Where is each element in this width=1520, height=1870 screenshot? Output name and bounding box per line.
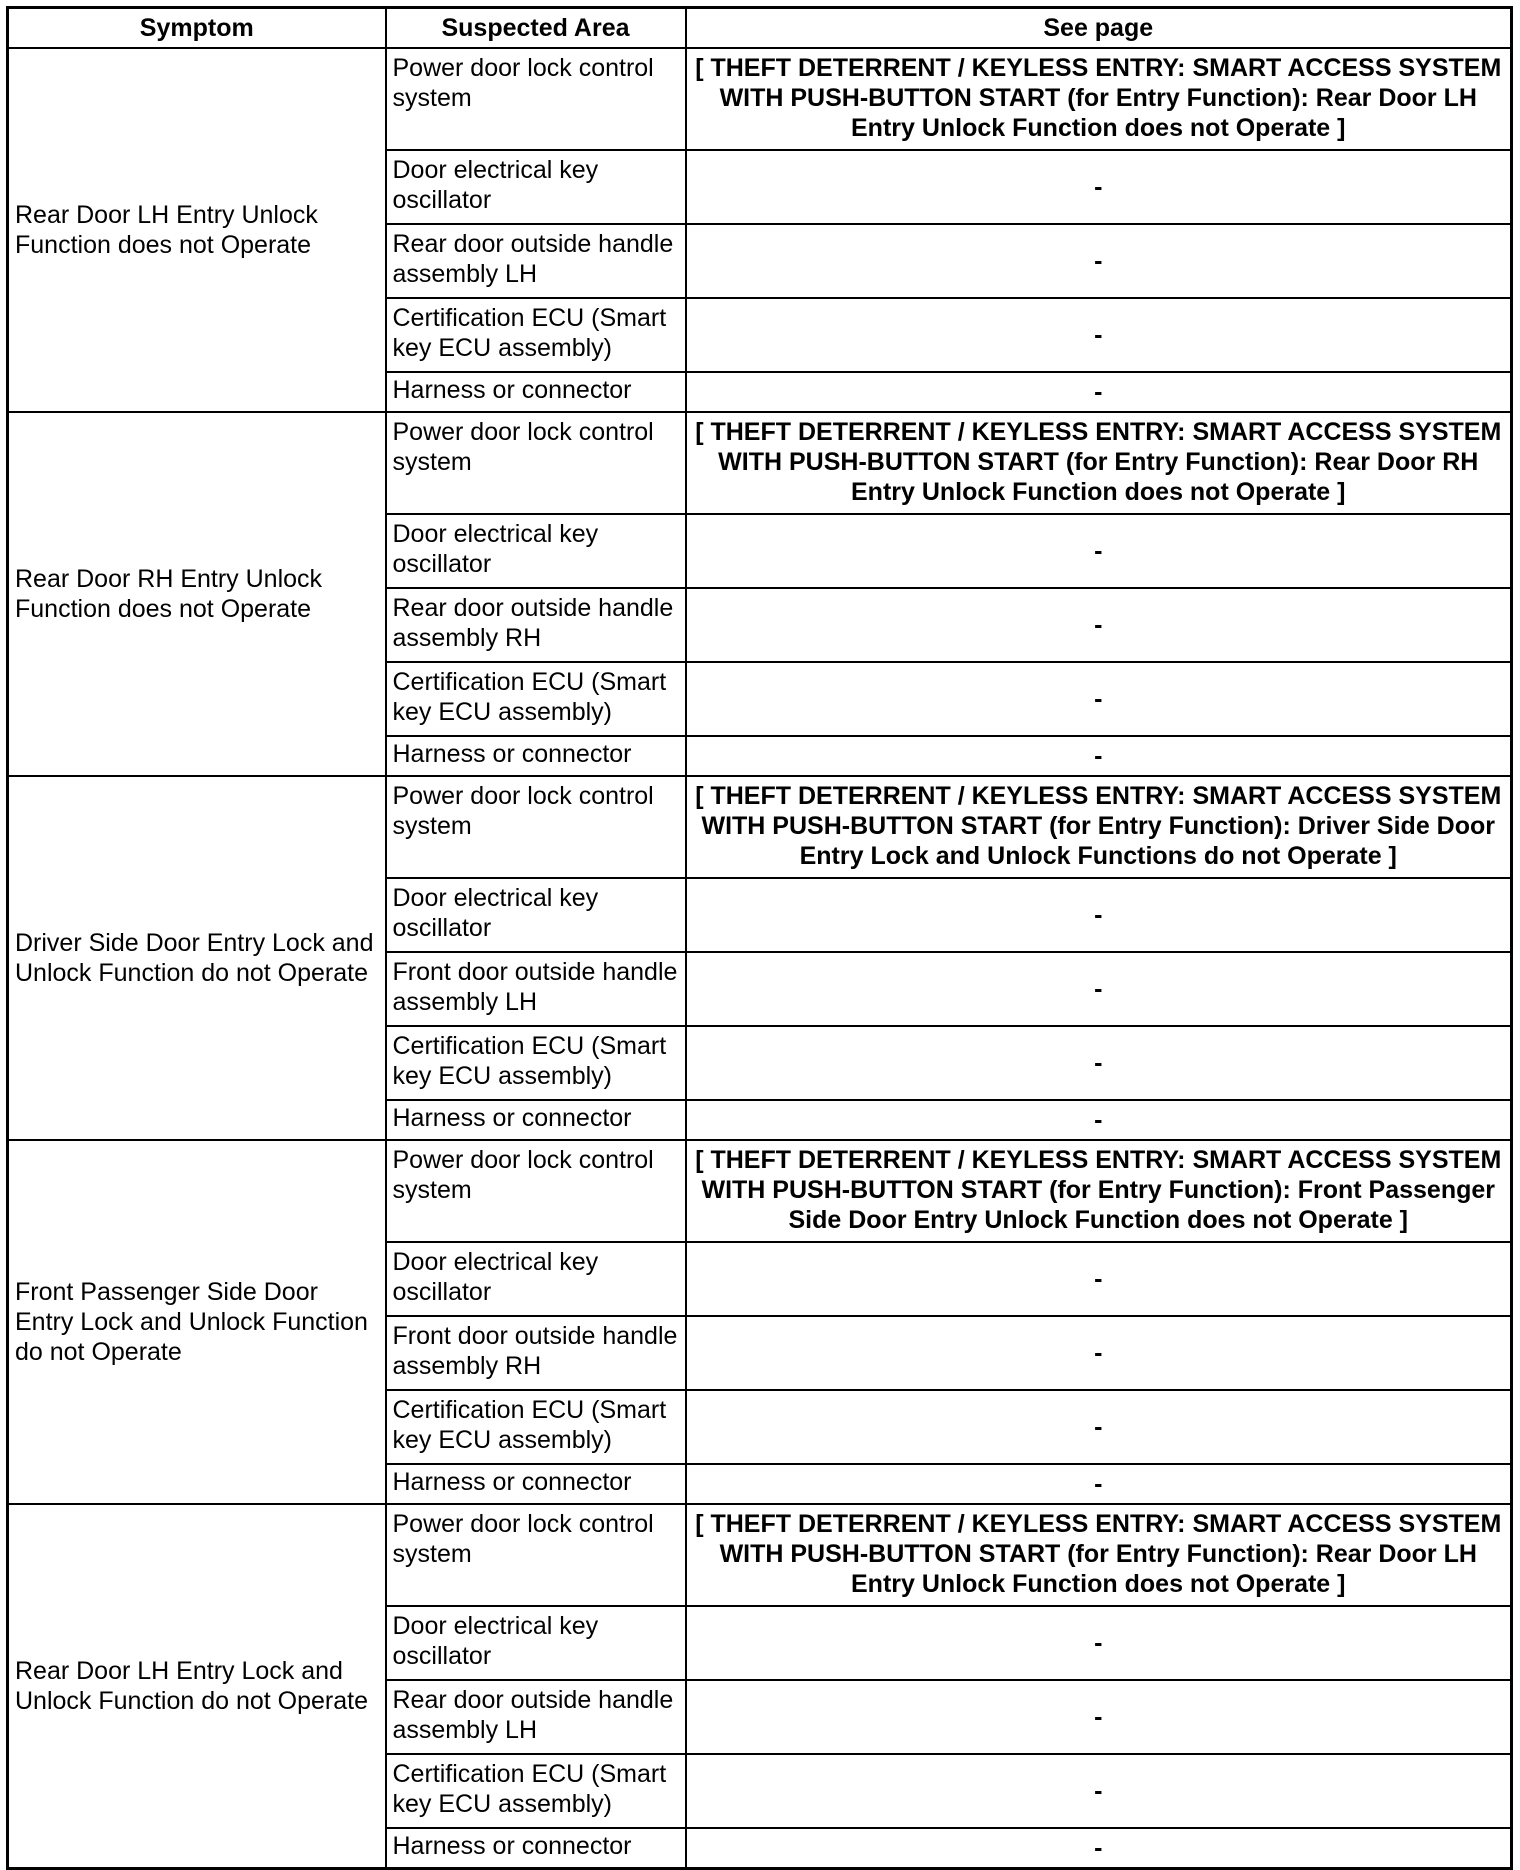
see-page-link[interactable]: [ THEFT DETERRENT / KEYLESS ENTRY: SMART ACCESS SYSTEM WITH PUSH-BUTTON START (for Entry Function): Driver Side Door Entry Lock and Unlock Functions do not Operate ]: [686, 776, 1512, 878]
table-row: [8, 48, 1512, 150]
symptom-cell: Front Passenger Side Door Entry Lock and Unlock Function do not Operate: [8, 1140, 386, 1504]
suspected-area-cell: Door electrical key oscillator: [386, 150, 686, 224]
suspected-area-cell: Certification ECU (Smart key ECU assembly): [386, 1026, 686, 1100]
see-page-link[interactable]: [ THEFT DETERRENT / KEYLESS ENTRY: SMART ACCESS SYSTEM WITH PUSH-BUTTON START (for Entry Function): Rear Door RH Entry Unlock Function does not Operate ]: [686, 412, 1512, 514]
see-page-cell: -: [686, 878, 1512, 952]
suspected-area-cell: Power door lock control system: [386, 1140, 686, 1242]
suspected-area-cell: Harness or connector: [386, 372, 686, 412]
see-page-cell: -: [686, 1680, 1512, 1754]
see-page-cell: -: [686, 662, 1512, 736]
suspected-area-cell: Door electrical key oscillator: [386, 514, 686, 588]
table-row: [8, 776, 1512, 878]
suspected-area-cell: Rear door outside handle assembly LH: [386, 224, 686, 298]
see-page-cell: -: [686, 1242, 1512, 1316]
header-see-page: See page: [686, 8, 1512, 49]
suspected-area-cell: Front door outside handle assembly RH: [386, 1316, 686, 1390]
troubleshooting-table: [6, 6, 1513, 1870]
suspected-area-cell: Certification ECU (Smart key ECU assembly): [386, 662, 686, 736]
suspected-area-cell: Door electrical key oscillator: [386, 878, 686, 952]
header-suspected-area: Suspected Area: [386, 8, 686, 49]
suspected-area-cell: Front door outside handle assembly LH: [386, 952, 686, 1026]
table-row: [8, 412, 1512, 514]
suspected-area-cell: Power door lock control system: [386, 776, 686, 878]
see-page-link[interactable]: [ THEFT DETERRENT / KEYLESS ENTRY: SMART ACCESS SYSTEM WITH PUSH-BUTTON START (for Entry Function): Rear Door LH Entry Unlock Function does not Operate ]: [686, 1504, 1512, 1606]
suspected-area-cell: Power door lock control system: [386, 412, 686, 514]
see-page-cell: -: [686, 1100, 1512, 1140]
symptom-cell: Rear Door LH Entry Unlock Function does not Operate: [8, 48, 386, 412]
suspected-area-cell: Door electrical key oscillator: [386, 1606, 686, 1680]
suspected-area-cell: Rear door outside handle assembly LH: [386, 1680, 686, 1754]
see-page-cell: -: [686, 372, 1512, 412]
see-page-cell: -: [686, 150, 1512, 224]
see-page-cell: -: [686, 588, 1512, 662]
suspected-area-cell: Certification ECU (Smart key ECU assembly): [386, 1390, 686, 1464]
symptom-cell: Driver Side Door Entry Lock and Unlock Function do not Operate: [8, 776, 386, 1140]
see-page-cell: -: [686, 1026, 1512, 1100]
suspected-area-cell: Power door lock control system: [386, 1504, 686, 1606]
suspected-area-cell: Power door lock control system: [386, 48, 686, 150]
header-symptom: Symptom: [8, 8, 386, 49]
see-page-cell: -: [686, 224, 1512, 298]
header-row: [8, 8, 1512, 49]
suspected-area-cell: Harness or connector: [386, 1100, 686, 1140]
suspected-area-cell: Door electrical key oscillator: [386, 1242, 686, 1316]
suspected-area-cell: Harness or connector: [386, 1464, 686, 1504]
see-page-cell: -: [686, 1606, 1512, 1680]
see-page-link[interactable]: [ THEFT DETERRENT / KEYLESS ENTRY: SMART ACCESS SYSTEM WITH PUSH-BUTTON START (for Entry Function): Rear Door LH Entry Unlock Function does not Operate ]: [686, 48, 1512, 150]
suspected-area-cell: Harness or connector: [386, 1828, 686, 1869]
table-row: [8, 1140, 1512, 1242]
see-page-cell: -: [686, 1754, 1512, 1828]
see-page-cell: -: [686, 298, 1512, 372]
see-page-cell: -: [686, 1828, 1512, 1869]
suspected-area-cell: Harness or connector: [386, 736, 686, 776]
suspected-area-cell: Certification ECU (Smart key ECU assembly): [386, 298, 686, 372]
see-page-cell: -: [686, 1464, 1512, 1504]
see-page-cell: -: [686, 1316, 1512, 1390]
symptom-cell: Rear Door LH Entry Lock and Unlock Function do not Operate: [8, 1504, 386, 1869]
symptom-cell: Rear Door RH Entry Unlock Function does not Operate: [8, 412, 386, 776]
table-row: [8, 1504, 1512, 1606]
see-page-cell: -: [686, 514, 1512, 588]
see-page-cell: -: [686, 736, 1512, 776]
see-page-cell: -: [686, 952, 1512, 1026]
suspected-area-cell: Rear door outside handle assembly RH: [386, 588, 686, 662]
see-page-link[interactable]: [ THEFT DETERRENT / KEYLESS ENTRY: SMART ACCESS SYSTEM WITH PUSH-BUTTON START (for Entry Function): Front Passenger Side Door Entry Unlock Function does not Operate ]: [686, 1140, 1512, 1242]
suspected-area-cell: Certification ECU (Smart key ECU assembly): [386, 1754, 686, 1828]
see-page-cell: -: [686, 1390, 1512, 1464]
